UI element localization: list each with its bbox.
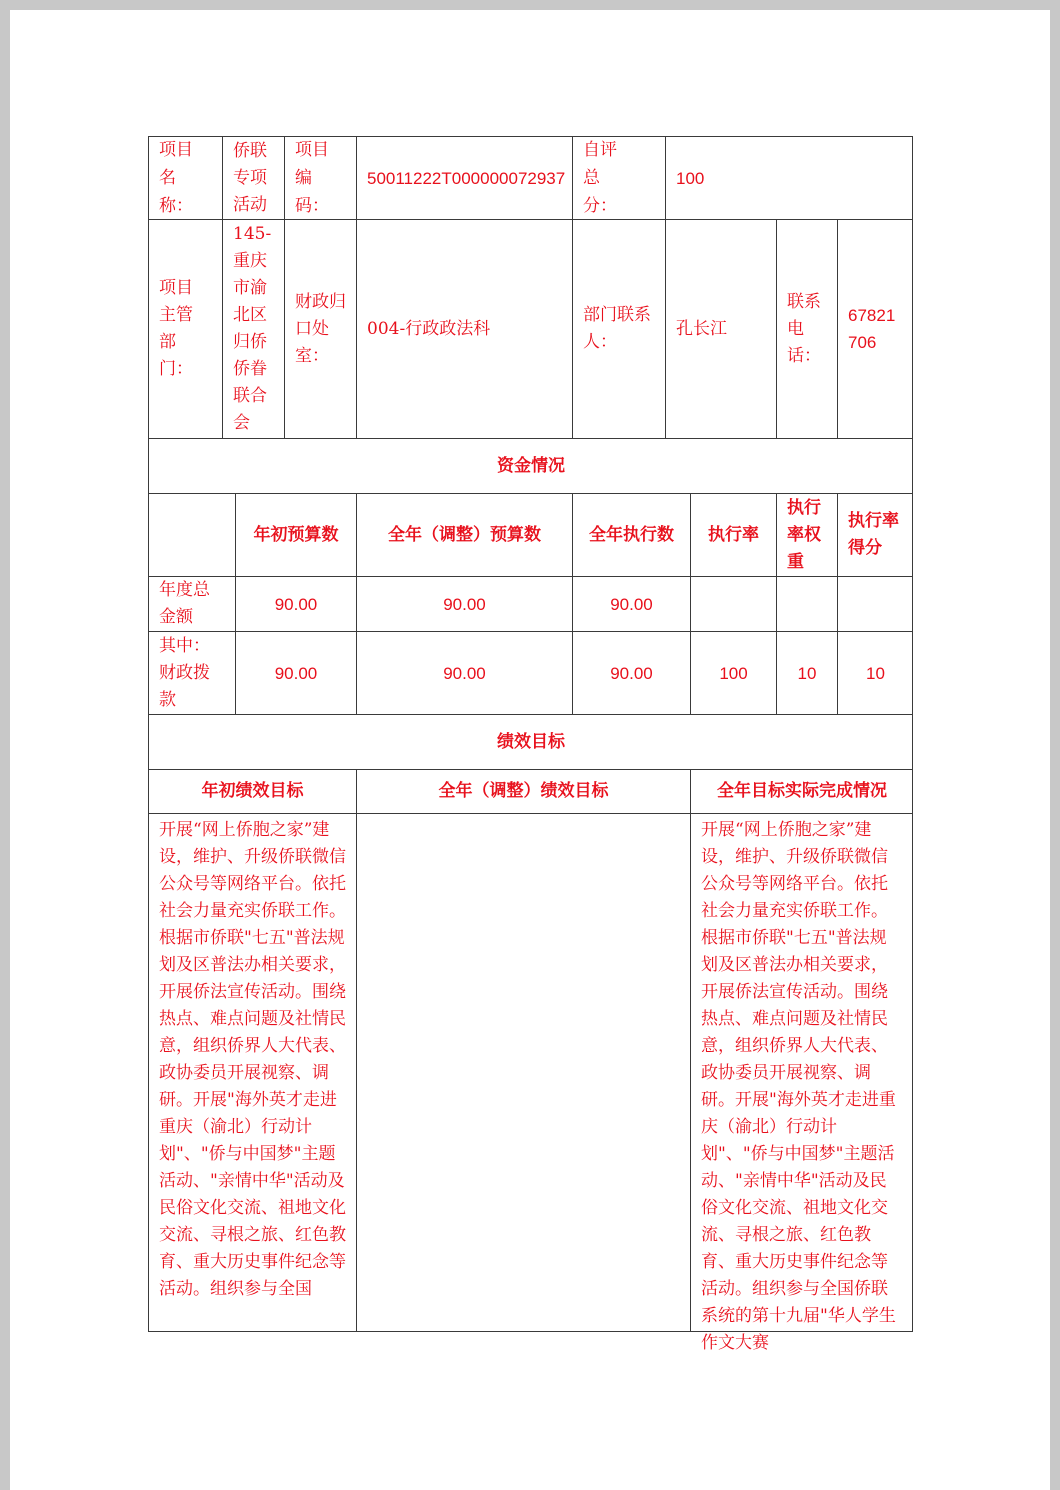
funds-row-label: 其中：财政拨款 [148,631,235,714]
funds-section-title: 资金情况 [148,438,913,493]
initial-goal-text: 开展“网上侨胞之家”建设，维护、升级侨联微信公众号等网络平台。依托社会力量充实侨联工作。根据市侨联"七五"普法规划及区普法办相关要求，开展侨法宣传活动。围绕热点、难点问题及社情民意，组织侨界人大代表、政协委员开展视察、调研。开展"海外英才走进重庆（渝北）行动计划"、"侨与中国梦"主题活动、"亲情中华"活动及民俗文化交流、祖地文化交流、寻根之旅、红色教育、重大历史事件纪念等活动。组织参与全国 [148,813,356,1332]
finance-office-value: 004-行政政法科 [356,219,572,438]
funds-row-rate [690,576,776,631]
table-right-border [912,136,913,1332]
phone-label: 联系电话： [776,219,837,438]
finance-office-label: 财政归口处室： [284,219,356,438]
funds-header-rate: 执行率 [690,493,776,576]
project-name-value: 侨联专项活动 [222,136,284,219]
funds-header-adjusted: 全年（调整）预算数 [356,493,572,576]
funds-header-weight: 执行率权重 [776,493,837,576]
funds-row-adjusted: 90.00 [356,576,572,631]
dept-label: 项目主管部门： [148,219,222,438]
actual-completion-text: 开展“网上侨胞之家”建设，维护、升级侨联微信公众号等网络平台。依托社会力量充实侨联工作。根据市侨联"七五"普法规划及区普法办相关要求，开展侨法宣传活动。围绕热点、难点问题及社情民意，组织侨界人大代表、政协委员开展视察、调研。开展"海外英才走进重庆（渝北）行动计划"、"侨与中国梦"主题活动、"亲情中华"活动及民俗文化交流、祖地文化交流、寻根之旅、红色教育、重大历史事件纪念等活动。组织参与全国侨联系统的第十九届"华人学生作文大赛 [690,813,913,1332]
perf-header-actual: 全年目标实际完成情况 [690,769,913,813]
funds-row-score [837,576,913,631]
table-bottom-border [148,1331,913,1332]
contact-person-value: 孔长江 [665,219,776,438]
funds-row-label: 年度总金额 [148,576,235,631]
funds-row-executed: 90.00 [572,631,690,714]
funds-header-blank [148,493,235,576]
contact-person-label: 部门联系人： [572,219,665,438]
funds-row-initial: 90.00 [235,576,356,631]
funds-header-initial: 年初预算数 [235,493,356,576]
self-score-value: 100 [665,136,913,219]
dept-value: 145-重庆市渝北区归侨侨眷联合会 [222,219,284,438]
project-code-label: 项目编码： [284,136,356,219]
perf-header-initial: 年初绩效目标 [148,769,356,813]
funds-row-adjusted: 90.00 [356,631,572,714]
funds-row-initial: 90.00 [235,631,356,714]
funds-header-executed: 全年执行数 [572,493,690,576]
performance-section-title: 绩效目标 [148,714,913,769]
project-code-value: 50011222T000000072937 [356,136,572,219]
adjusted-goal-text [356,813,690,1332]
funds-row-executed: 90.00 [572,576,690,631]
self-score-label: 自评总分： [572,136,665,219]
funds-header-score: 执行率得分 [837,493,913,576]
project-name-label: 项目名称： [148,136,222,219]
perf-header-adjusted: 全年（调整）绩效目标 [356,769,690,813]
funds-row-rate: 100 [690,631,776,714]
phone-value: 67821706 [837,219,913,438]
funds-row-score: 10 [837,631,913,714]
funds-row-weight [776,576,837,631]
funds-row-weight: 10 [776,631,837,714]
